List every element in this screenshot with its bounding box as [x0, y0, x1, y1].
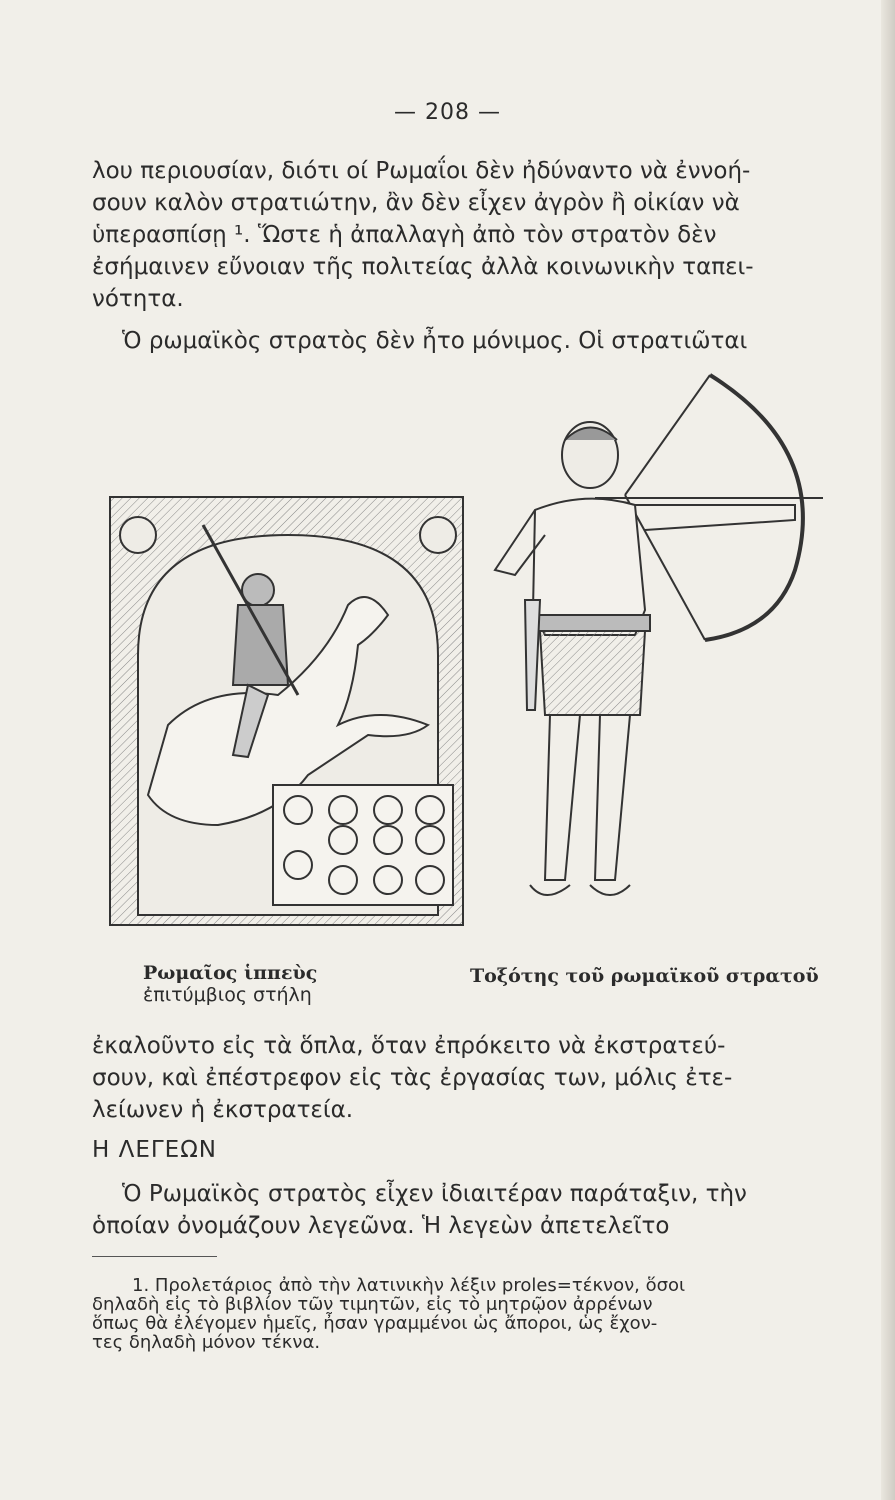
caption-horseman: [143, 962, 317, 1006]
caption-subtitle: ἐπιτύμβιος στήλη: [143, 984, 312, 1006]
text-line: σουν, καὶ ἐπέστρεφον εἰς τὰς ἐργασίας των, μόλις ἐτε-: [92, 1065, 733, 1091]
footnote-line: 1. Προλετάριος ἀπὸ τὴν λατινικὴν λέξιν proles=τέκνον, ὅσοι: [132, 1275, 686, 1296]
page-edge: [881, 0, 895, 1500]
paragraph-1: [92, 155, 832, 315]
text-line: Ὁ Ρωμαϊκὸς στρατὸς εἶχεν ἰδιαιτέραν παράταξιν, τὴν: [122, 1181, 747, 1207]
caption-title: Τοξότης τοῦ ρωμαϊκοῦ στρατοῦ: [470, 965, 819, 987]
text-line: λείωνεν ἡ ἐκστρατεία.: [92, 1097, 354, 1123]
roman-archer-illustration: [485, 370, 830, 935]
text-line: ὑπερασπίσῃ ¹. Ὥστε ἡ ἀπαλλαγὴ ἀπὸ τὸν στρατὸν δὲν: [92, 222, 717, 248]
caption-title: Ρωμαῖος ἱππεὺς: [143, 962, 318, 984]
paragraph-2-continued: [92, 1030, 832, 1126]
text-line: ὁποίαν ὀνομάζουν λεγεῶνα. Ἡ λεγεὼν ἀπετελεῖτο: [92, 1213, 670, 1239]
footnote: [92, 1276, 832, 1352]
text-line: Ὁ ρωμαϊκὸς στρατὸς δὲν ἦτο μόνιμος. Οἱ στρατιῶται: [122, 328, 748, 354]
roman-horseman-stele-illustration: [108, 495, 465, 927]
footnote-line: τες δηλαδὴ μόνον τέκνα.: [92, 1332, 321, 1353]
text-line: ἐκαλοῦντο εἰς τὰ ὅπλα, ὅταν ἐπρόκειτο νὰ ἐκστρατεύ-: [92, 1033, 726, 1059]
footnote-divider: [92, 1256, 217, 1257]
text-line: νότητα.: [92, 286, 184, 312]
footnote-line: ὅπως θὰ ἐλέγομεν ἡμεῖς, ἦσαν γραμμένοι ὡς ἄποροι, ὡς ἔχον-: [92, 1313, 658, 1334]
text-line: σουν καλὸν στρατιώτην, ἂν δὲν εἶχεν ἀγρὸν ἢ οἰκίαν νὰ: [92, 190, 740, 216]
caption-archer: [470, 965, 819, 987]
text-line: ἐσήμαινεν εὔνοιαν τῆς πολιτείας ἀλλὰ κοινωνικὴν ταπει-: [92, 254, 754, 280]
paragraph-2-start: [92, 325, 832, 357]
section-heading: Η ΛΕΓΕΩΝ: [92, 1137, 217, 1163]
paragraph-3: [92, 1178, 832, 1242]
text-line: λου περιουσίαν, διότι οί Ρωμαΐοι δὲν ἠδύναντο νὰ ἐννοή-: [92, 158, 751, 184]
page-number: — 208 —: [394, 100, 501, 125]
footnote-line: δηλαδὴ εἰς τὸ βιβλίον τῶν τιμητῶν, εἰς τὸ μητρῷον ἀρρένων: [92, 1294, 653, 1315]
